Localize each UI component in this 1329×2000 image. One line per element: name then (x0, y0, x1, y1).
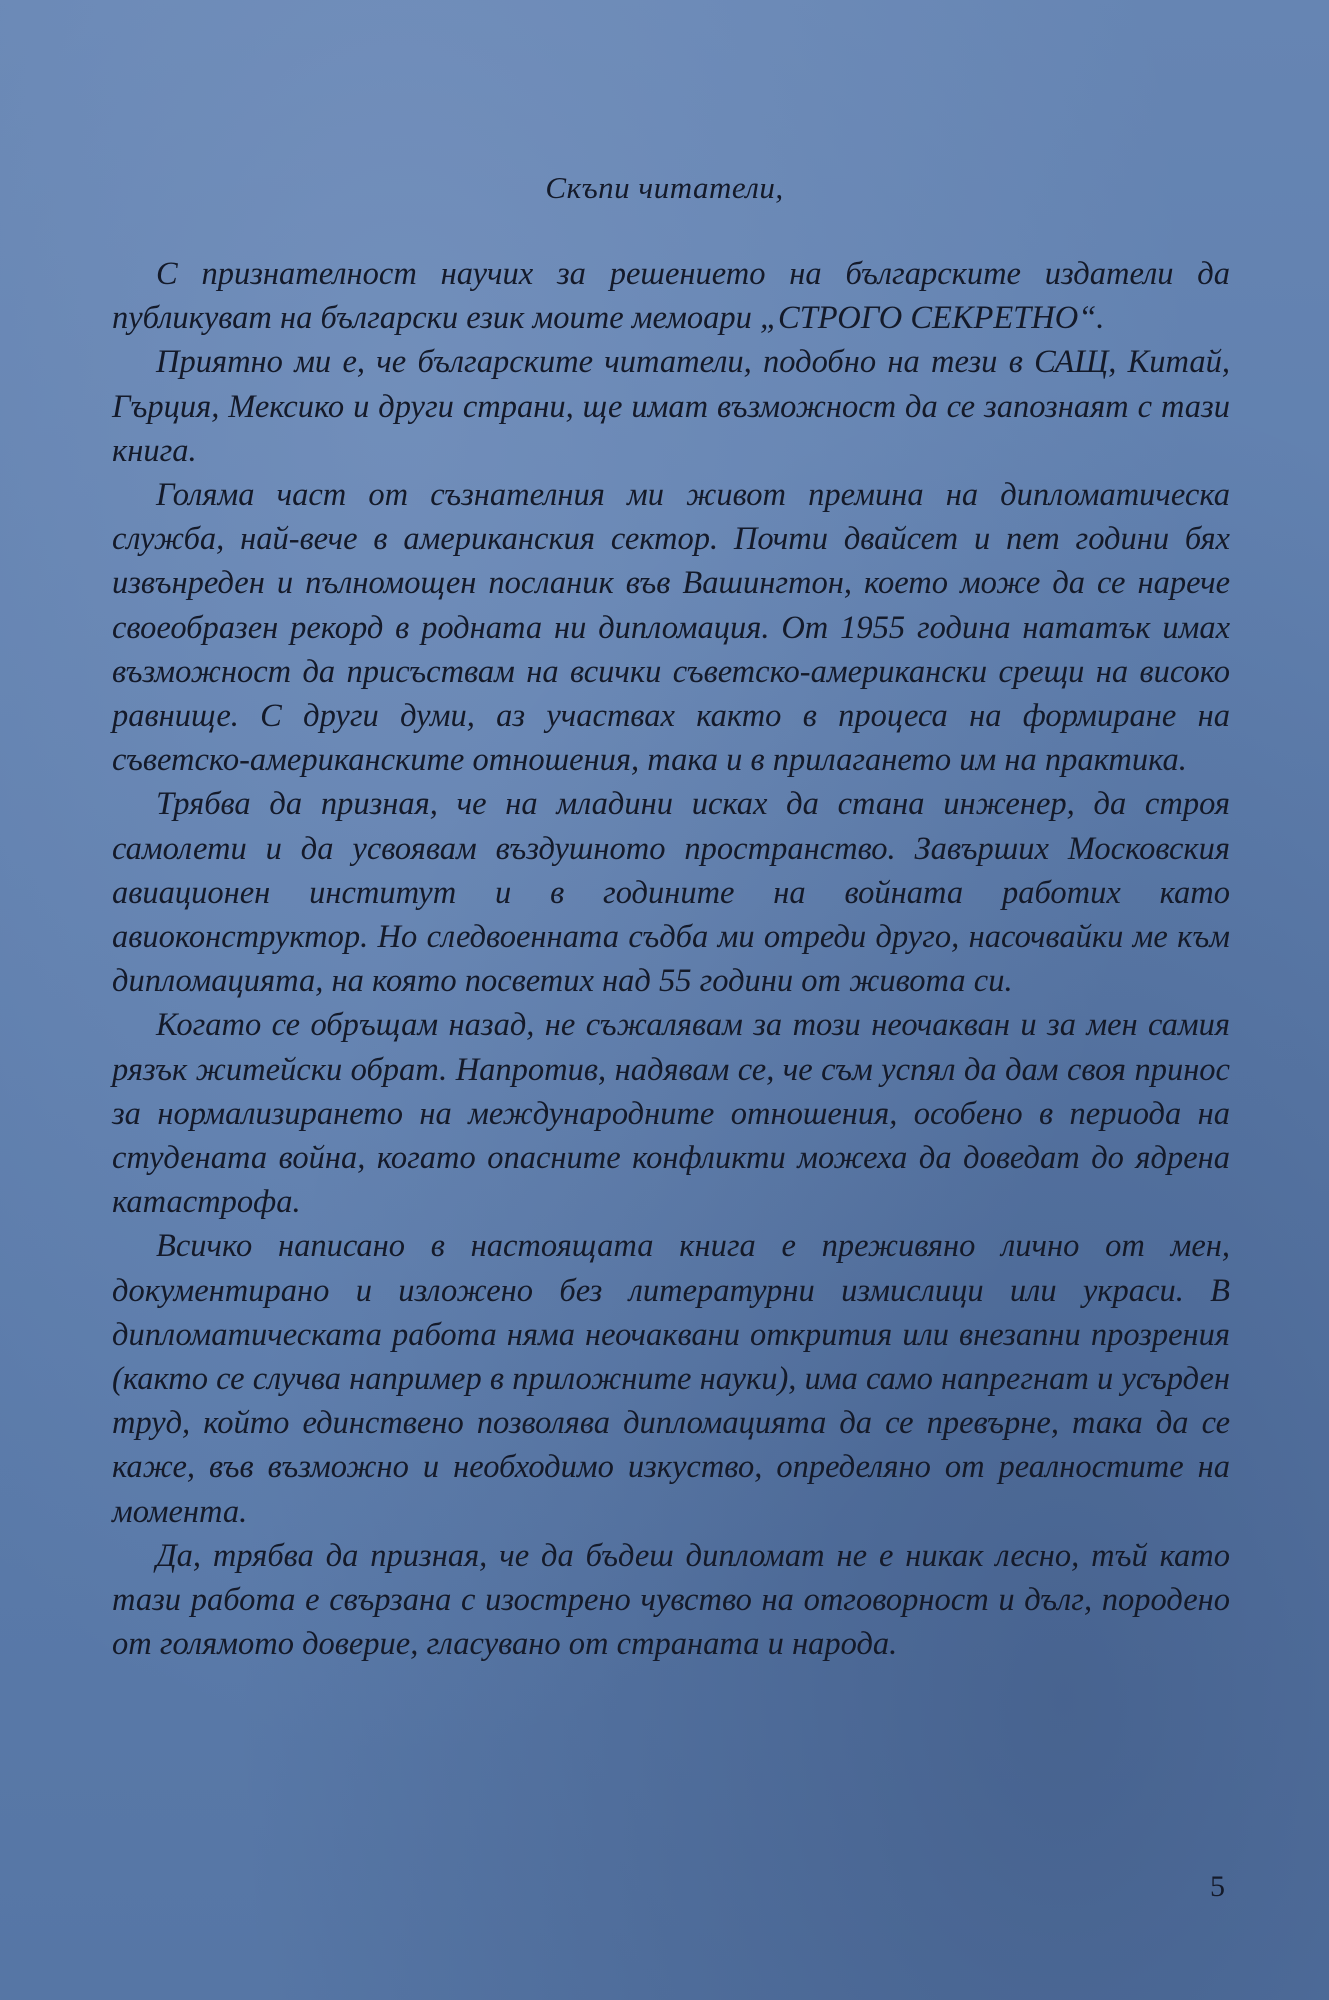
paragraph: Голяма част от съзнателния ми живот премина на дипломатическа служба, най-вече в американския сектор. Почти двайсет и пет години бях извънреден и пълномощен посланик във Вашингтон, което може да се нарече своеобразен рекорд в родната ни дипломация. От 1955 година нататък имах възможност да присъствам на всички съветско-американски срещи на високо равнище. С други думи, аз участвах както в процеса на формиране на съветско-американските отношения, така и в прилагането им на практика. (112, 477, 1230, 779)
paragraph: Всичко написано в настоящата книга е преживяно лично от мен, документирано и изложено без литературни измислици или украси. В дипломатическата работа няма неочаквани открития или внезапни прозрения (както се случва например в приложните науки), има само напрегнат и усърден труд, който единствено позволява дипломацията да се превърне, така да се каже, във възможно и необходимо изкуство, определяно от реалностите на момента. (112, 1228, 1230, 1530)
paragraph: С признателност научих за решението на българските издатели да публикуват на български език моите мемоари „СТРОГО СЕКРЕТНО“. (112, 256, 1230, 337)
body-text (112, 252, 1230, 1667)
paragraph: Приятно ми е, че българските читатели, подобно на тези в САЩ, Китай, Гърция, Мексико и други страни, ще имат възможност да се запознаят с тази книга. (112, 344, 1230, 469)
paragraph: Да, трябва да призная, че да бъдеш дипломат не е никак лесно, тъй като тази работа е свързана с изострено чувство на отговорност и дълг, породено от голямото доверие, гласувано от страната и народа. (112, 1537, 1230, 1663)
page-number: 5 (1210, 1870, 1225, 1903)
paragraph: Трябва да призная, че на младини исках да стана инженер, да строя самолети и да усвоявам въздушното пространство. Завърших Московския авиационен институт и в годините на войната работих като авиоконструктор. Но следвоенната съдба ми отреди друго, насочвайки ме към дипломацията, на която посветих над 55 години от живота си. (112, 786, 1230, 1000)
paragraph: Когато се обръщам назад, не съжалявам за този неочакван и за мен самия рязък житейски обрат. Напротив, надявам се, че съм успял да дам своя принос за нормализирането на международните отношения, особено в периода на студената война, когато опасните конфликти можеха да доведат до ядрена катастрофа. (112, 1007, 1230, 1221)
page-heading: Скъпи читатели, (545, 170, 784, 205)
